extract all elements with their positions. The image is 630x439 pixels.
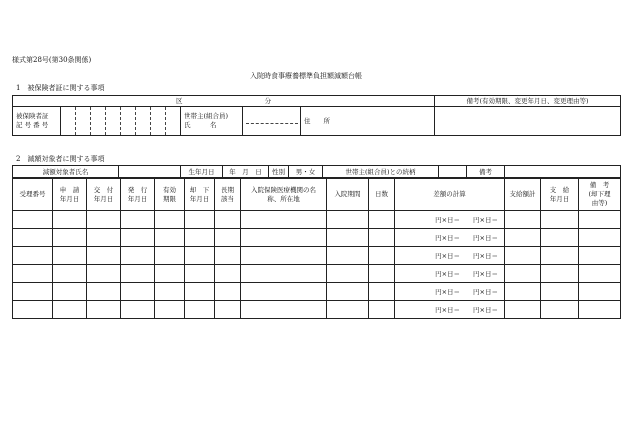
subject-name-label: 減額対象者氏名 bbox=[13, 166, 119, 178]
form-title: 入院時食事療養標準負担額減額台帳 bbox=[250, 72, 362, 80]
table-row bbox=[13, 211, 621, 229]
cell-start[interactable] bbox=[121, 247, 155, 265]
cell-calc[interactable]: 円×日＝ 円×日＝ bbox=[395, 283, 505, 301]
cell-valid[interactable] bbox=[155, 211, 185, 229]
cell-start[interactable] bbox=[121, 211, 155, 229]
gender-label: 性別 bbox=[269, 166, 289, 178]
subject-name-value[interactable] bbox=[119, 166, 181, 178]
cell-period[interactable] bbox=[327, 211, 369, 229]
cell-period[interactable] bbox=[327, 229, 369, 247]
cell-valid[interactable] bbox=[155, 283, 185, 301]
subject-notes-value[interactable] bbox=[505, 166, 621, 178]
cell-receipt[interactable] bbox=[13, 229, 53, 247]
cell-paydate[interactable] bbox=[541, 247, 579, 265]
column-header-paydate: 支 給 年月日 bbox=[541, 179, 579, 211]
table-row bbox=[13, 247, 621, 265]
cell-total[interactable] bbox=[505, 283, 541, 301]
insurance-table bbox=[12, 95, 621, 136]
cell-apply[interactable] bbox=[53, 301, 87, 319]
column-header-days: 日数 bbox=[369, 179, 395, 211]
section1-heading: 1 被保険者証に関する事項 bbox=[16, 84, 105, 92]
household-head-label: 世帯主(組合員) 氏 名 bbox=[181, 107, 243, 136]
cell-paydate[interactable] bbox=[541, 265, 579, 283]
cell-receipt[interactable] bbox=[13, 265, 53, 283]
column-header-reject: 却 下 年月日 bbox=[185, 179, 215, 211]
cell-receipt[interactable] bbox=[13, 301, 53, 319]
form-label: 様式第28号(第30条関係) bbox=[12, 56, 92, 64]
table-row bbox=[13, 301, 621, 319]
column-header-valid: 有効 期限 bbox=[155, 179, 185, 211]
cell-valid[interactable] bbox=[155, 265, 185, 283]
table-row bbox=[13, 283, 621, 301]
cell-hospital[interactable] bbox=[241, 265, 327, 283]
cell-receipt[interactable] bbox=[13, 247, 53, 265]
column-header-remarks: 備 考 (却下理 由等) bbox=[579, 179, 621, 211]
cell-period[interactable] bbox=[327, 265, 369, 283]
cell-longterm[interactable] bbox=[215, 247, 241, 265]
cell-remarks[interactable] bbox=[579, 229, 621, 247]
cell-days[interactable] bbox=[369, 301, 395, 319]
reduction-table bbox=[12, 178, 621, 319]
address-label-cell[interactable] bbox=[301, 107, 435, 136]
cell-days[interactable] bbox=[369, 247, 395, 265]
subject-notes-label: 備考 bbox=[467, 166, 505, 178]
cell-hospital[interactable] bbox=[241, 247, 327, 265]
relation-value[interactable] bbox=[439, 166, 467, 178]
cell-issue[interactable] bbox=[87, 247, 121, 265]
cell-longterm[interactable] bbox=[215, 301, 241, 319]
birthdate-value[interactable]: 年 月 日 bbox=[223, 166, 269, 178]
gender-value[interactable]: 男・女 bbox=[289, 166, 323, 178]
cell-total[interactable] bbox=[505, 247, 541, 265]
cell-period[interactable] bbox=[327, 283, 369, 301]
table-row bbox=[13, 265, 621, 283]
cell-hospital[interactable] bbox=[241, 229, 327, 247]
cell-issue[interactable] bbox=[87, 229, 121, 247]
cell-days[interactable] bbox=[369, 265, 395, 283]
cell-apply[interactable] bbox=[53, 211, 87, 229]
cell-total[interactable] bbox=[505, 211, 541, 229]
subject-table bbox=[12, 165, 621, 178]
cell-remarks[interactable] bbox=[579, 301, 621, 319]
cell-issue[interactable] bbox=[87, 283, 121, 301]
cell-total[interactable] bbox=[505, 229, 541, 247]
notes-value[interactable] bbox=[435, 107, 621, 136]
cell-start[interactable] bbox=[121, 265, 155, 283]
section2-heading: 2 減額対象者に関する事項 bbox=[16, 155, 105, 163]
cell-apply[interactable] bbox=[53, 265, 87, 283]
cell-paydate[interactable] bbox=[541, 211, 579, 229]
insurance-number-label: 被保険者証 記 号 番 号 bbox=[13, 107, 61, 136]
cell-longterm[interactable] bbox=[215, 211, 241, 229]
cell-paydate[interactable] bbox=[541, 301, 579, 319]
cell-days[interactable] bbox=[369, 211, 395, 229]
column-header-receipt: 受理番号 bbox=[13, 179, 53, 211]
column-header-calc: 差額の計算 bbox=[395, 179, 505, 211]
column-header-start: 発 行 年月日 bbox=[121, 179, 155, 211]
cell-apply[interactable] bbox=[53, 283, 87, 301]
cell-period[interactable] bbox=[327, 247, 369, 265]
cell-longterm[interactable] bbox=[215, 265, 241, 283]
relation-label: 世帯主(組合員)との続柄 bbox=[323, 166, 439, 178]
cell-receipt[interactable] bbox=[13, 283, 53, 301]
cell-start[interactable] bbox=[121, 301, 155, 319]
column-header-total: 支給額計 bbox=[505, 179, 541, 211]
household-head-value[interactable] bbox=[243, 107, 301, 136]
cell-valid[interactable] bbox=[155, 247, 185, 265]
cell-calc[interactable]: 円×日＝ 円×日＝ bbox=[395, 229, 505, 247]
column-header-apply: 申 請 年月日 bbox=[53, 179, 87, 211]
cell-reject[interactable] bbox=[185, 301, 215, 319]
insurance-number-boxes[interactable] bbox=[61, 107, 181, 136]
cell-calc[interactable]: 円×日＝ 円×日＝ bbox=[395, 247, 505, 265]
kubun-header: 区 分 bbox=[13, 96, 435, 107]
cell-longterm[interactable] bbox=[215, 229, 241, 247]
column-header-issue: 交 付 年月日 bbox=[87, 179, 121, 211]
cell-valid[interactable] bbox=[155, 301, 185, 319]
cell-remarks[interactable] bbox=[579, 283, 621, 301]
cell-reject[interactable] bbox=[185, 265, 215, 283]
cell-paydate[interactable] bbox=[541, 283, 579, 301]
cell-issue[interactable] bbox=[87, 265, 121, 283]
cell-issue[interactable] bbox=[87, 211, 121, 229]
cell-days[interactable] bbox=[369, 283, 395, 301]
cell-calc[interactable]: 円×日＝ 円×日＝ bbox=[395, 265, 505, 283]
table-row bbox=[13, 229, 621, 247]
cell-apply[interactable] bbox=[53, 247, 87, 265]
notes-header: 備考(有効期限、変更年月日、変更理由等) bbox=[435, 96, 621, 107]
cell-receipt[interactable] bbox=[13, 211, 53, 229]
cell-valid[interactable] bbox=[155, 229, 185, 247]
cell-total[interactable] bbox=[505, 265, 541, 283]
cell-hospital[interactable] bbox=[241, 283, 327, 301]
birthdate-label: 生年月日 bbox=[181, 166, 223, 178]
cell-paydate[interactable] bbox=[541, 229, 579, 247]
cell-period[interactable] bbox=[327, 301, 369, 319]
column-header-period: 入院期間 bbox=[327, 179, 369, 211]
cell-start[interactable] bbox=[121, 229, 155, 247]
cell-longterm[interactable] bbox=[215, 283, 241, 301]
cell-reject[interactable] bbox=[185, 283, 215, 301]
cell-issue[interactable] bbox=[87, 301, 121, 319]
cell-apply[interactable] bbox=[53, 229, 87, 247]
cell-remarks[interactable] bbox=[579, 265, 621, 283]
cell-calc[interactable]: 円×日＝ 円×日＝ bbox=[395, 301, 505, 319]
cell-total[interactable] bbox=[505, 301, 541, 319]
cell-hospital[interactable] bbox=[241, 301, 327, 319]
column-header-longterm: 長期 該当 bbox=[215, 179, 241, 211]
cell-remarks[interactable] bbox=[579, 247, 621, 265]
cell-reject[interactable] bbox=[185, 211, 215, 229]
column-header-hospital: 入院保険医療機関の名 称、所在地 bbox=[241, 179, 327, 211]
cell-calc[interactable]: 円×日＝ 円×日＝ bbox=[395, 211, 505, 229]
cell-days[interactable] bbox=[369, 229, 395, 247]
cell-remarks[interactable] bbox=[579, 211, 621, 229]
address-label: 住 所 bbox=[304, 117, 330, 125]
cell-reject[interactable] bbox=[185, 247, 215, 265]
cell-hospital[interactable] bbox=[241, 211, 327, 229]
cell-reject[interactable] bbox=[185, 229, 215, 247]
cell-start[interactable] bbox=[121, 283, 155, 301]
